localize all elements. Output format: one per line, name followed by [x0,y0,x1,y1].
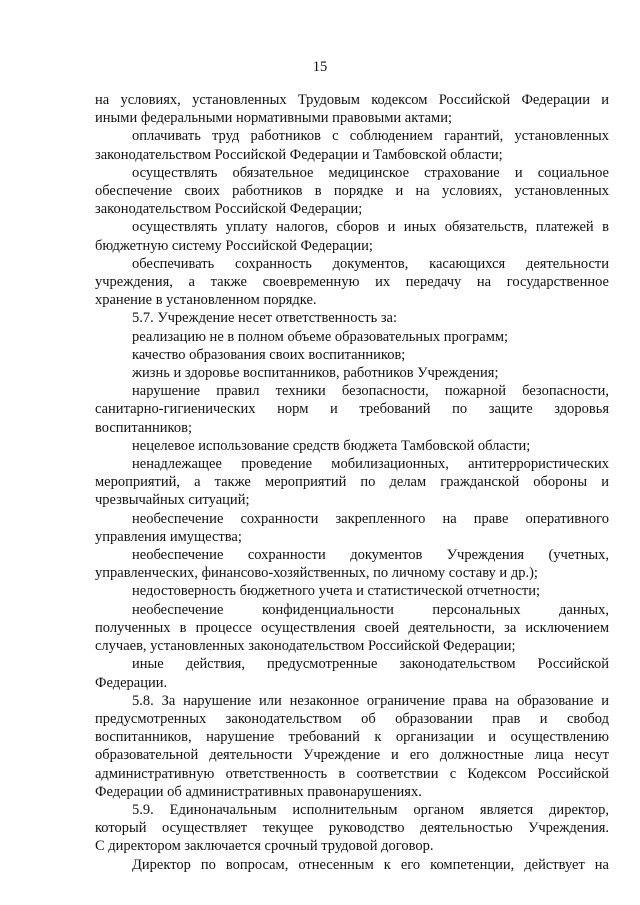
text-line: мероприятий, а также мероприятий по делам гражданской обороны и [95,474,609,491]
text-line: воспитанников, нарушение требований к организации и осуществлению [95,729,609,746]
text-line: иные действия, предусмотренные законодательством Российской [132,656,609,673]
text-line: на условиях, установленных Трудовым кодексом Российской Федерации и [95,92,609,108]
text-line: нецелевое использование средств бюджета Тамбовской области; [132,437,531,454]
text-line: бюджетную систему Российской Федерации; [95,237,373,254]
text-line: санитарно-гигиенических норм и требований по защите здоровья [95,401,609,418]
text-line: полученных в процессе осуществления своей деятельности, за исключением [95,619,609,636]
text-line: чрезвычайных ситуаций; [95,492,250,509]
text-line: необеспечение конфиденциальности персональных данных, [132,601,609,618]
text-line: качество образования своих воспитанников; [132,346,406,363]
text-line: управленческих, финансово-хозяйственных, по личному составу и др.); [95,565,538,582]
text-line: предусмотренных законодательством об образовании прав и свобод [95,710,609,727]
text-line: оплачивать труд работников с соблюдением гарантий, установленных [132,128,609,145]
text-line: обеспечивать сохранность документов, касающихся деятельности [132,255,609,272]
text-line: ненадлежащее проведение мобилизационных, антитеррористических [132,456,609,473]
text-line: Федерации. [95,674,168,691]
text-line: необеспечение сохранности документов Учреждения (учетных, [132,547,609,564]
page-number: 15 [312,59,328,75]
text-line: хранение в установленном порядке. [95,292,317,309]
text-line: воспитанников; [95,419,192,436]
text-line: нарушение правил техники безопасности, пожарной безопасности, [132,383,609,400]
text-line: случаев, установленных законодательством Российской Федерации; [95,638,516,655]
text-line: управления имущества; [95,528,242,545]
text-line: учреждения, а также своевременную их передачу на государственное [95,274,609,291]
text-line: 5.8. За нарушение или незаконное ограничение права на образование и [132,692,609,709]
text-line: обеспечение своих работников в порядке и на условиях, установленных [95,183,609,200]
text-line: С директором заключается срочный трудовой договор. [95,838,434,855]
document-body [95,91,609,874]
text-line: который осуществляет текущее руководство деятельностью Учреждения. [95,820,609,837]
text-line: необеспечение сохранности закрепленного на праве оперативного [132,510,609,527]
text-line: 5.9. Единоначальным исполнительным органом является директор, [132,801,609,818]
text-line: недостоверность бюджетного учета и статистической отчетности; [132,583,541,600]
text-line: иными федеральными нормативными правовыми актами; [95,110,452,127]
text-line: реализацию не в полном объеме образовательных программ; [132,328,509,345]
text-line: осуществлять уплату налогов, сборов и иных обязательств, платежей в [132,219,609,236]
text-line: законодательством Российской Федерации; [95,201,363,218]
text-line: административную ответственность в соответствии с Кодексом Российской [95,765,609,782]
text-line: 5.7. Учреждение несет ответственность за: [132,310,398,327]
text-line: образовательной деятельности Учреждение и его должностные лица несут [95,747,609,764]
text-line: законодательством Российской Федерации и Тамбовской области; [95,146,503,163]
text-line: осуществлять обязательное медицинское страхование и социальное [132,164,609,181]
text-line: жизнь и здоровье воспитанников, работников Учреждения; [132,365,499,382]
text-line: Федерации об административных правонарушениях. [95,783,422,800]
text-line: Директор по вопросам, отнесенным к его компетенции, действует на [132,856,609,873]
